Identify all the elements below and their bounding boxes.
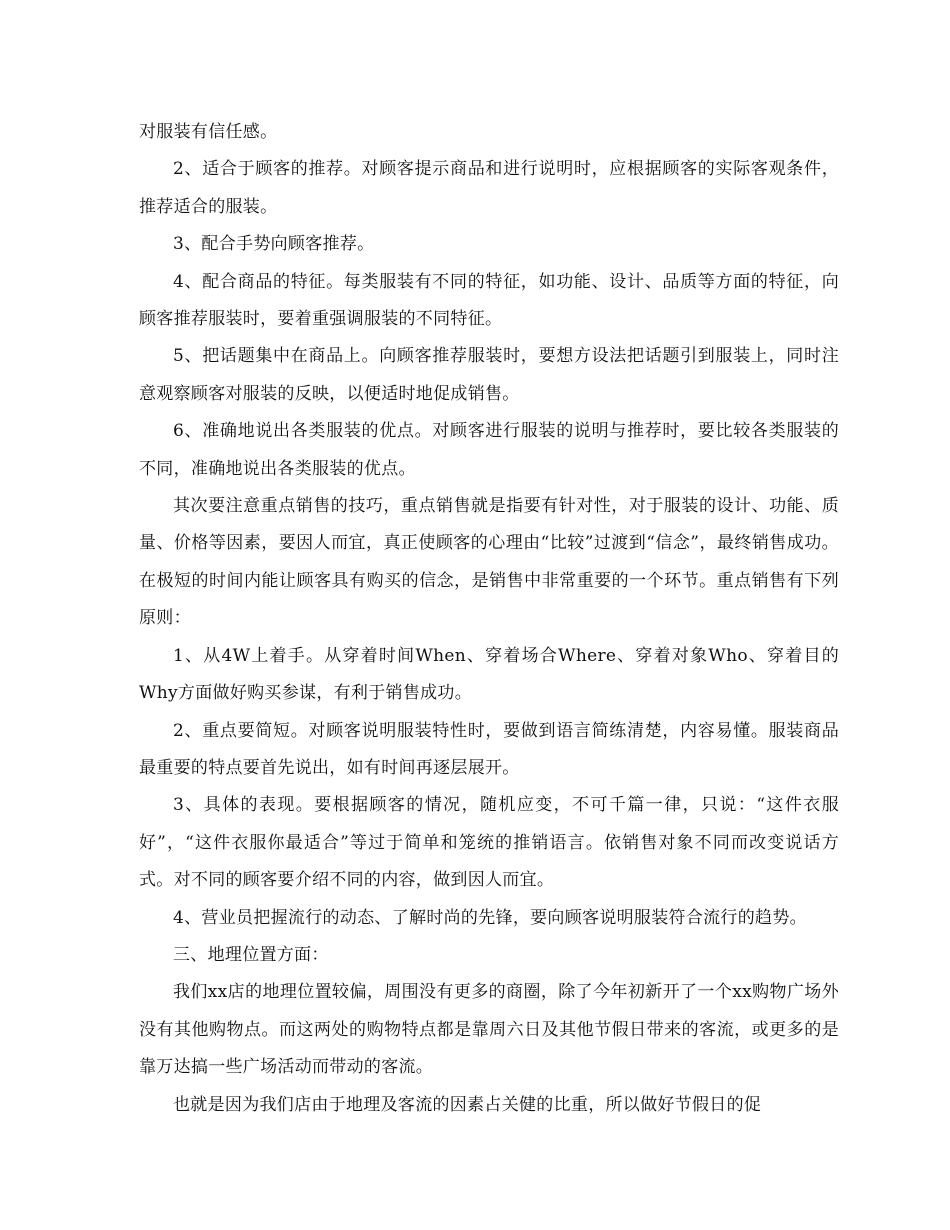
paragraph-14: 也就是因为我们店由于地理及客流的因素占关健的比重，所以做好节假日的促 bbox=[173, 1094, 762, 1115]
paragraph-5: 5、把话题集中在商品上。向顾客推荐服装时，要想方设法把话题引到服装上，同时注意观察顾客对服装的反映，以便适时地促成销售。 bbox=[139, 346, 839, 404]
section-heading: 三、地理位置方面： bbox=[173, 944, 329, 965]
paragraph-2: 2、适合于顾客的推荐。对顾客提示商品和进行说明时，应根据顾客的实际客观条件，推荐适合的服装。 bbox=[139, 159, 839, 217]
paragraph-7: 其次要注意重点销售的技巧，重点销售就是指要有针对性，对于服装的设计、功能、质量、价格等因素，要因人而宜，真正使顾客的心理由“比较”过渡到“信念”，最终销售成功。在极短的时间内能让顾客具有购买的信念，是销售中非常重要的一个环节。重点销售有下列原则： bbox=[139, 496, 839, 629]
document-body bbox=[139, 114, 839, 1124]
paragraph-4: 4、配合商品的特征。每类服装有不同的特征，如功能、设计、品质等方面的特征，向顾客推荐服装时，要着重强调服装的不同特征。 bbox=[139, 271, 839, 330]
paragraph-10: 3、具体的表现。要根据顾客的情况，随机应变，不可千篇一律，只说：“这件衣服好”，“这件衣服你最适合”等过于简单和笼统的推销语言。依销售对象不同而改变说话方式。对不同的顾客要介绍不同的内容，做到因人而宜。 bbox=[139, 795, 839, 891]
paragraph-9: 2、重点要简短。对顾客说明服装特性时，要做到语言简练清楚，内容易懂。服装商品最重要的特点要首先说出，如有时间再逐层展开。 bbox=[139, 720, 839, 778]
paragraph-3: 3、配合手势向顾客推荐。 bbox=[173, 234, 375, 255]
paragraph-11: 4、营业员把握流行的动态、了解时尚的先锋，要向顾客说明服装符合流行的趋势。 bbox=[173, 907, 807, 928]
paragraph-8: 1、从4W上着手。从穿着时间When、穿着场合Where、穿着对象Who、穿着目的Why方面做好购买参谋，有利于销售成功。 bbox=[139, 645, 839, 704]
paragraph-1: 对服装有信任感。 bbox=[139, 122, 278, 142]
paragraph-6: 6、准确地说出各类服装的优点。对顾客进行服装的说明与推荐时，要比较各类服装的不同，准确地说出各类服装的优点。 bbox=[139, 421, 839, 479]
paragraph-13: 我们xx店的地理位置较偏，周围没有更多的商圈，除了今年初新开了一个xx购物广场外没有其他购物点。而这两处的购物特点都是靠周六日及其他节假日带来的客流，或更多的是靠万达搞一些广场活动而带动的客流。 bbox=[139, 982, 839, 1078]
